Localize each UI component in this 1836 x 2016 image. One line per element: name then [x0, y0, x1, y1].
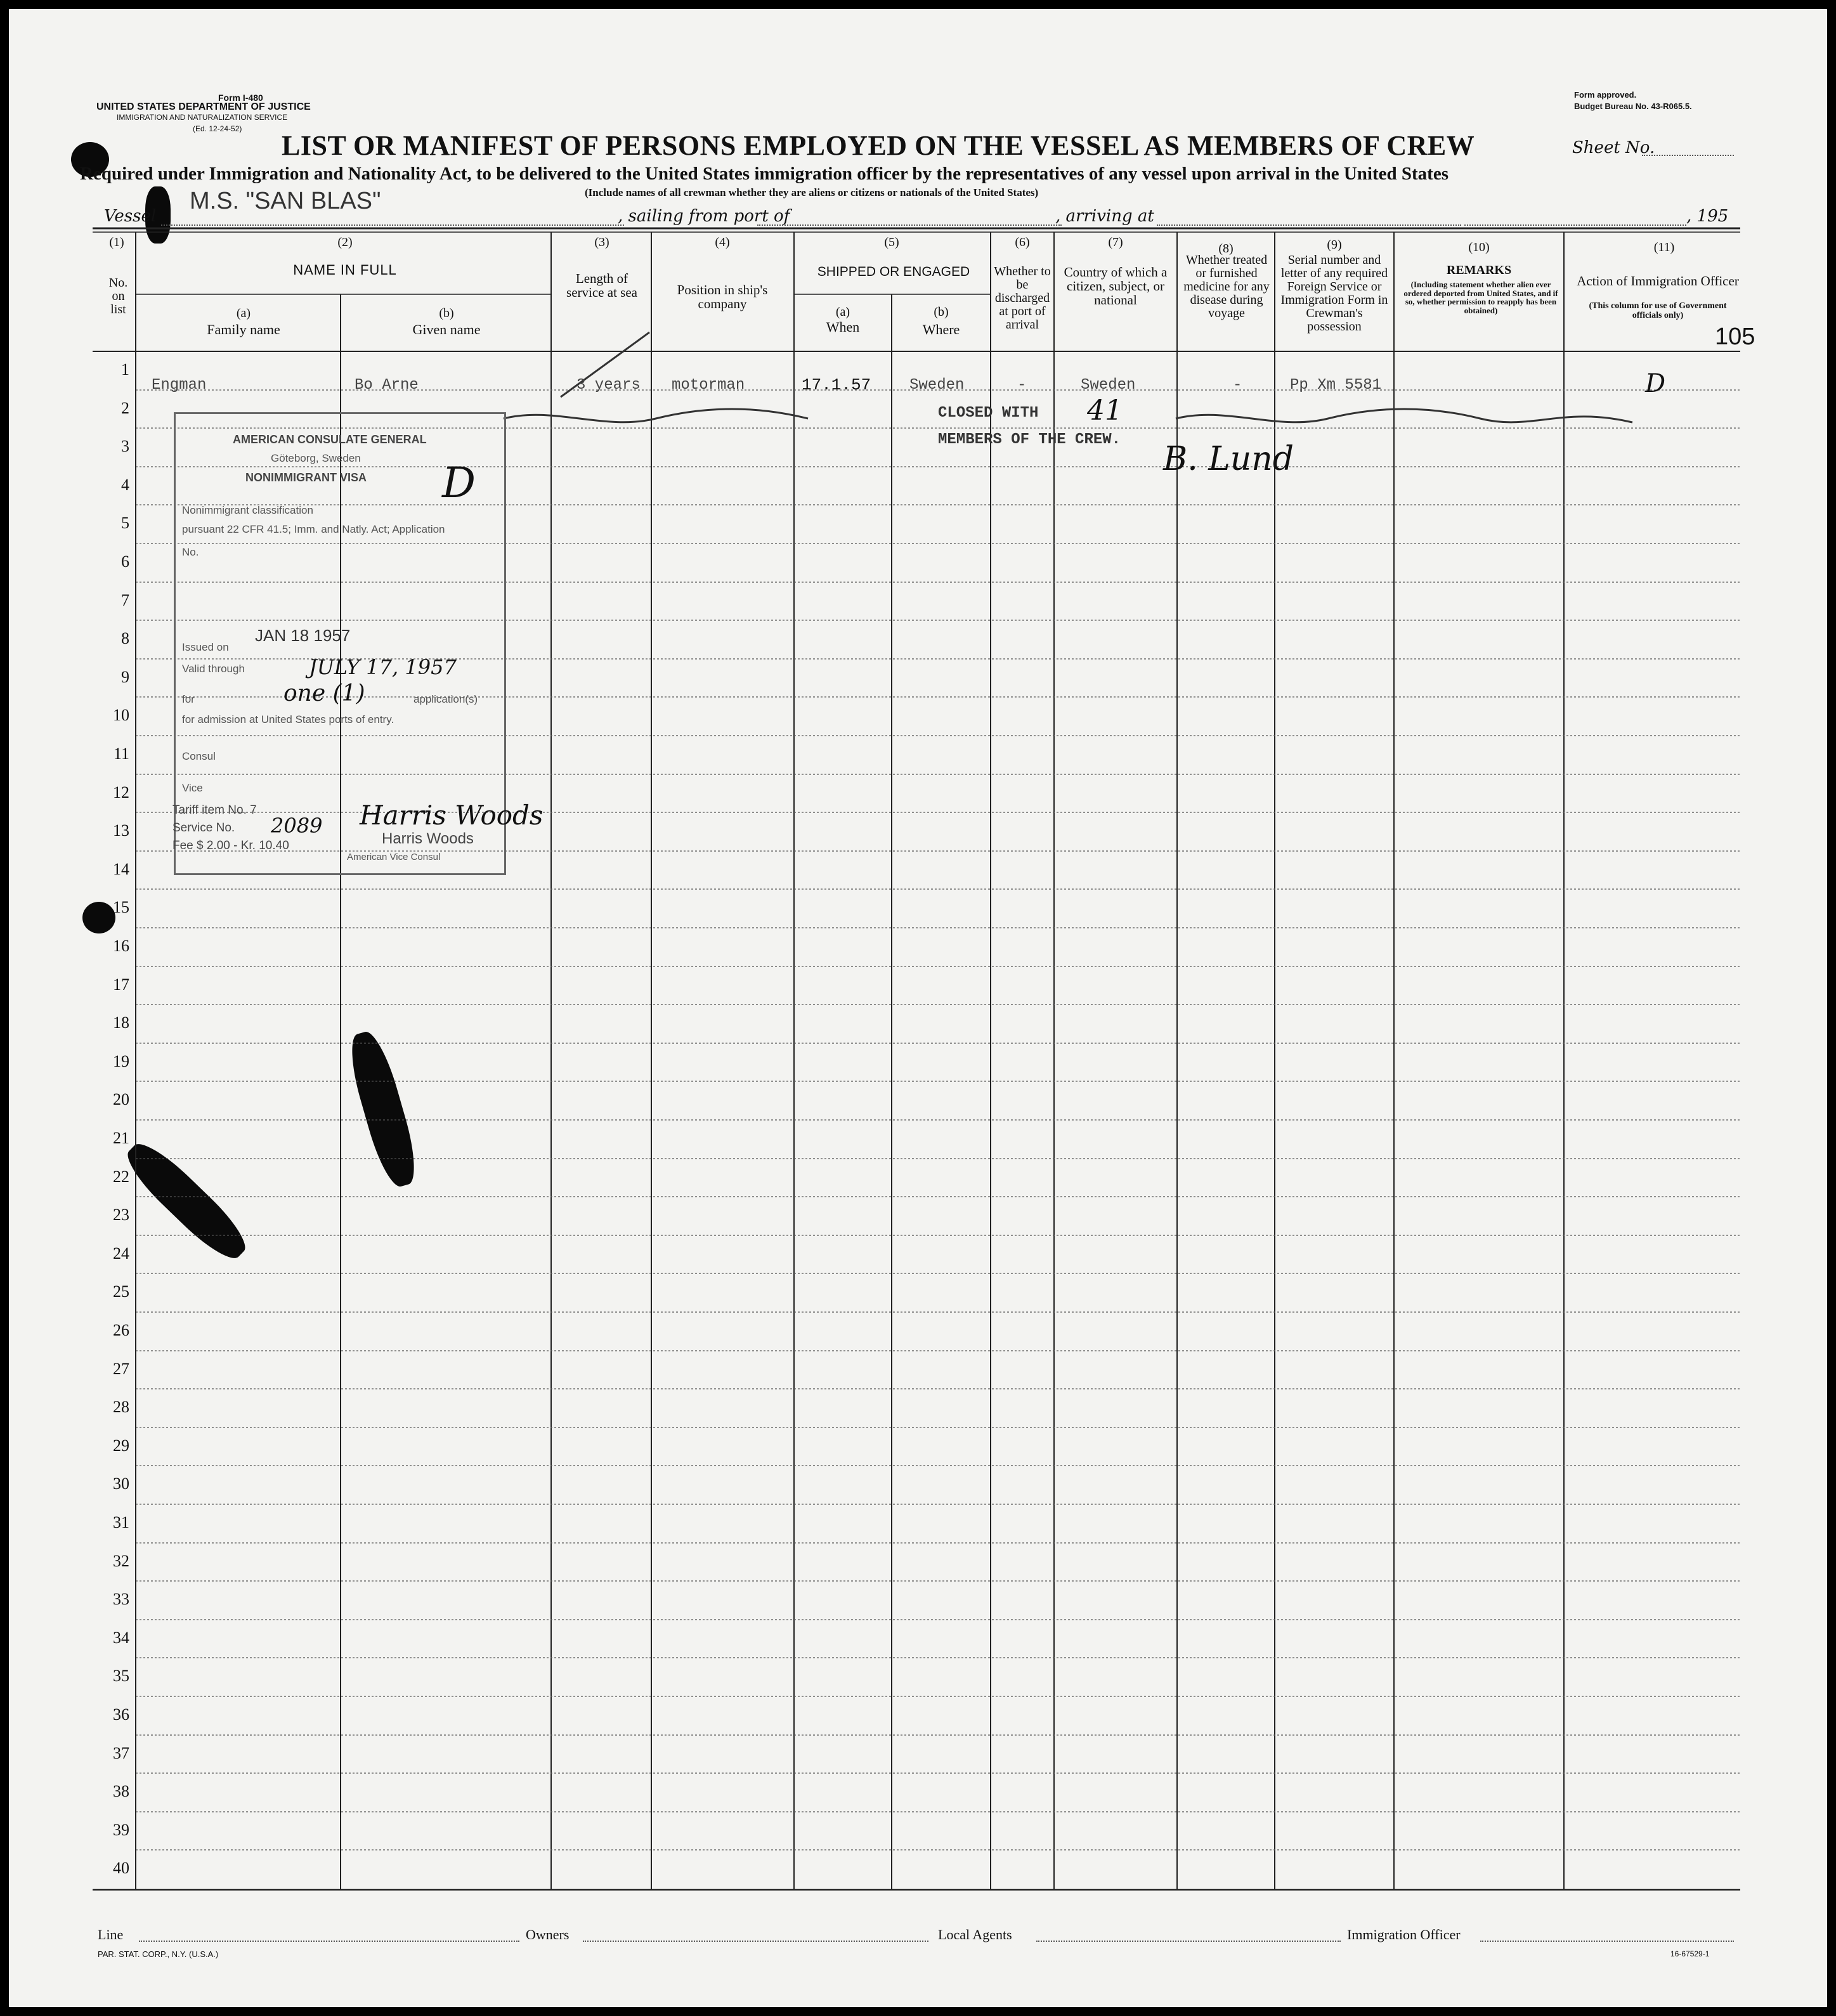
footer-printer: PAR. STAT. CORP., N.Y. (U.S.A.)	[98, 1949, 219, 1959]
row-number: 14	[113, 860, 129, 878]
form-edition: (Ed. 12-24-52)	[193, 124, 242, 133]
col-10-num: (10)	[1468, 240, 1490, 254]
dept-line-2: IMMIGRATION AND NATURALIZATION SERVICE	[117, 113, 288, 122]
row-number: 7	[121, 591, 129, 609]
arriving-label: , arriving at	[1055, 207, 1154, 226]
stamp-date: JAN 18 1957	[255, 626, 351, 645]
col-5a-num: (a)	[835, 305, 850, 319]
row-number: 28	[113, 1398, 129, 1416]
row1-when[interactable]: 17.1.57	[802, 375, 871, 394]
row-number: 20	[113, 1090, 129, 1109]
stamp-applications: application(s)	[413, 693, 478, 705]
col-7-num: (7)	[1108, 235, 1123, 249]
row-number: 10	[113, 706, 129, 724]
manifest-page	[9, 9, 1827, 2007]
row-number: 11	[113, 745, 129, 763]
stamp-consul: Consul	[182, 750, 216, 762]
col-2-header: NAME IN FULL	[293, 262, 397, 278]
sheet-label: Sheet No.	[1572, 138, 1655, 157]
row-number: 29	[113, 1436, 129, 1455]
row-number: 19	[113, 1052, 129, 1070]
col-2a-num: (a)	[236, 306, 251, 320]
footer-line-label: Line	[98, 1927, 124, 1942]
stamp-tariff: Tariff item No. 7	[173, 803, 257, 817]
row-number: 17	[113, 975, 129, 994]
row-number: 38	[113, 1782, 129, 1800]
row-number: 13	[113, 821, 129, 840]
row-number: 25	[113, 1282, 129, 1301]
footer-code: 16-67529-1	[1670, 1949, 1710, 1958]
stamp-line-2: Göteborg, Sweden	[271, 452, 361, 464]
footer-officer-field[interactable]	[1480, 1941, 1734, 1942]
row-number: 37	[113, 1744, 129, 1762]
col-1-header: No. on list	[108, 276, 128, 316]
row-number: 33	[113, 1590, 129, 1608]
stamp-admission: for admission at United States ports of entry.	[182, 713, 394, 725]
col-7-header: Country of which a citizen, subject, or national	[1064, 264, 1168, 308]
footer-owners-field[interactable]	[583, 1941, 928, 1942]
closed-members-label: MEMBERS OF THE CREW.	[938, 431, 1121, 448]
col-3-num: (3)	[594, 235, 609, 249]
stamp-valid-date: JULY 17, 1957	[309, 655, 457, 679]
col-11-num: (11)	[1653, 240, 1675, 254]
row-number: 23	[113, 1206, 129, 1224]
col-5-num: (5)	[884, 235, 899, 249]
stamp-vice: Vice	[182, 782, 203, 794]
row-number: 27	[113, 1360, 129, 1378]
closed-count: 41	[1087, 394, 1123, 427]
col-8-num: (8)	[1218, 242, 1234, 256]
row-number: 9	[121, 668, 129, 686]
col-5a-header: When	[826, 319, 860, 335]
row-number: 3	[121, 437, 129, 455]
stamp-line-3: NONIMMIGRANT VISA	[245, 471, 367, 484]
stamp-issued-label: Issued on	[182, 641, 229, 653]
row-number: 1	[121, 360, 129, 379]
row-number: 32	[113, 1552, 129, 1570]
row-number: 26	[113, 1321, 129, 1339]
year-label: , 195	[1686, 207, 1729, 226]
row1-medicine[interactable]: -	[1233, 377, 1242, 394]
stamp-line-4: Nonimmigrant classification	[182, 504, 313, 516]
footer-line-field[interactable]	[139, 1941, 519, 1942]
col-5-header: SHIPPED OR ENGAGED	[817, 264, 970, 279]
col-4-header: Position in ship's company	[677, 282, 768, 312]
col-3-header: Length of service at sea	[566, 271, 637, 301]
stamp-line-6: No.	[182, 546, 199, 558]
col-5b-num: (b)	[934, 305, 949, 319]
col-5b-header: Where	[922, 322, 960, 337]
vessel-label: Vessel	[104, 207, 157, 226]
stamp-fee: Fee $ 2.00 - Kr. 10.40	[173, 839, 289, 852]
row-number: 2	[121, 399, 129, 417]
col-6-num: (6)	[1015, 235, 1030, 249]
col-1-num: (1)	[109, 235, 124, 249]
consulate-visa-stamp	[173, 412, 544, 875]
form-title: LIST OR MANIFEST OF PERSONS EMPLOYED ON THE VESSEL AS MEMBERS OF CREW	[282, 130, 1475, 161]
vessel-name[interactable]: M.S. "SAN BLAS"	[190, 188, 381, 214]
col-9-num: (9)	[1327, 238, 1342, 252]
sailing-label: , sailing from port of	[618, 207, 790, 226]
row-number: 34	[113, 1629, 129, 1647]
stamp-officer-title: American Vice Consul	[347, 852, 441, 862]
row1-service[interactable]: 3 years	[576, 377, 641, 394]
form-number: Form I-480	[218, 93, 263, 103]
footer-officer-label: Immigration Officer	[1347, 1927, 1461, 1942]
row1-action[interactable]: D	[1645, 369, 1666, 398]
col-2b-num: (b)	[439, 306, 454, 320]
row-number: 21	[113, 1129, 129, 1147]
row1-position[interactable]: motorman	[672, 377, 745, 394]
row1-family-name[interactable]: Engman	[152, 377, 207, 394]
stamp-valid-label: Valid through	[182, 663, 245, 675]
row-number: 31	[113, 1513, 129, 1532]
col-9-header: Serial number and letter of any required Foreign Service or Immigration Form in Crewman's possession	[1280, 253, 1388, 334]
col-11-header: Action of Immigration Officer	[1577, 273, 1739, 289]
page-number: 105	[1715, 323, 1755, 350]
row-number: 12	[113, 783, 129, 802]
budget-bureau: Budget Bureau No. 43-R065.5.	[1574, 101, 1692, 111]
col-6-header: Whether to be discharged at port of arrival	[994, 264, 1051, 332]
footer-agents-label: Local Agents	[938, 1927, 1012, 1942]
include-note: (Include names of all crewman whether they are aliens or citizens or nationals of the United States)	[585, 186, 1039, 198]
stamp-count: one (1)	[283, 680, 365, 706]
row-number: 6	[121, 552, 129, 571]
row-number: 15	[113, 898, 129, 916]
stamp-service-no: 2089	[271, 814, 323, 838]
row-number: 16	[113, 937, 129, 955]
row-number: 30	[113, 1474, 129, 1493]
col-2-num: (2)	[337, 235, 353, 249]
closed-with-label: CLOSED WITH	[938, 405, 1039, 422]
col-2a-header: Family name	[207, 322, 280, 337]
stamp-signature: Harris Woods	[360, 800, 544, 831]
stamp-service-label: Service No.	[173, 821, 235, 835]
footer-owners-label: Owners	[526, 1927, 570, 1942]
col-2b-header: Given name	[412, 322, 481, 337]
row1-country[interactable]: Sweden	[1081, 377, 1136, 394]
stamp-line-5: pursuant 22 CFR 41.5; Imm. and Natly. Act; Application	[182, 523, 445, 535]
stamp-mark: D	[442, 458, 476, 507]
row-number: 5	[121, 514, 129, 532]
row-number: 35	[113, 1667, 129, 1685]
row-number: 40	[113, 1859, 129, 1877]
form-approved: Form approved.	[1574, 90, 1637, 100]
row-number: 18	[113, 1013, 129, 1032]
col-11-note: (This column for use of Government officials only)	[1589, 301, 1727, 320]
row1-serial[interactable]: Pp Xm 5581	[1290, 377, 1382, 394]
stamp-line-1: AMERICAN CONSULATE GENERAL	[233, 433, 427, 446]
dept-line-1: UNITED STATES DEPARTMENT OF JUSTICE	[96, 101, 311, 112]
stamp-officer-name: Harris Woods	[382, 830, 474, 847]
closed-signature: B. Lund	[1163, 440, 1294, 478]
row1-where[interactable]: Sweden	[909, 377, 965, 394]
row1-given-name[interactable]: Bo Arne	[355, 377, 419, 394]
col-10-header: REMARKS	[1446, 263, 1512, 277]
stamp-for-label: for	[182, 693, 195, 705]
row-number: 39	[113, 1821, 129, 1839]
form-subtitle: Required under Immigration and Nationality Act, to be delivered to the United States immigration officer by the representatives of any vessel upon arrival in the United States	[80, 164, 1449, 184]
col-8-header: Whether treated or furnished medicine for any disease during voyage	[1183, 253, 1270, 320]
row1-discharge[interactable]: -	[1017, 377, 1027, 394]
col-10-note: (Including statement whether alien ever ordered deported from United States, and if so, whether permission to reapply has been obtained)	[1403, 280, 1558, 315]
row-number: 24	[113, 1244, 129, 1263]
col-4-num: (4)	[715, 235, 730, 249]
row-number: 8	[121, 629, 129, 647]
row-number: 22	[113, 1167, 129, 1186]
footer-agents-field[interactable]	[1036, 1941, 1341, 1942]
row-number: 4	[121, 476, 129, 494]
row-number: 36	[113, 1705, 129, 1724]
